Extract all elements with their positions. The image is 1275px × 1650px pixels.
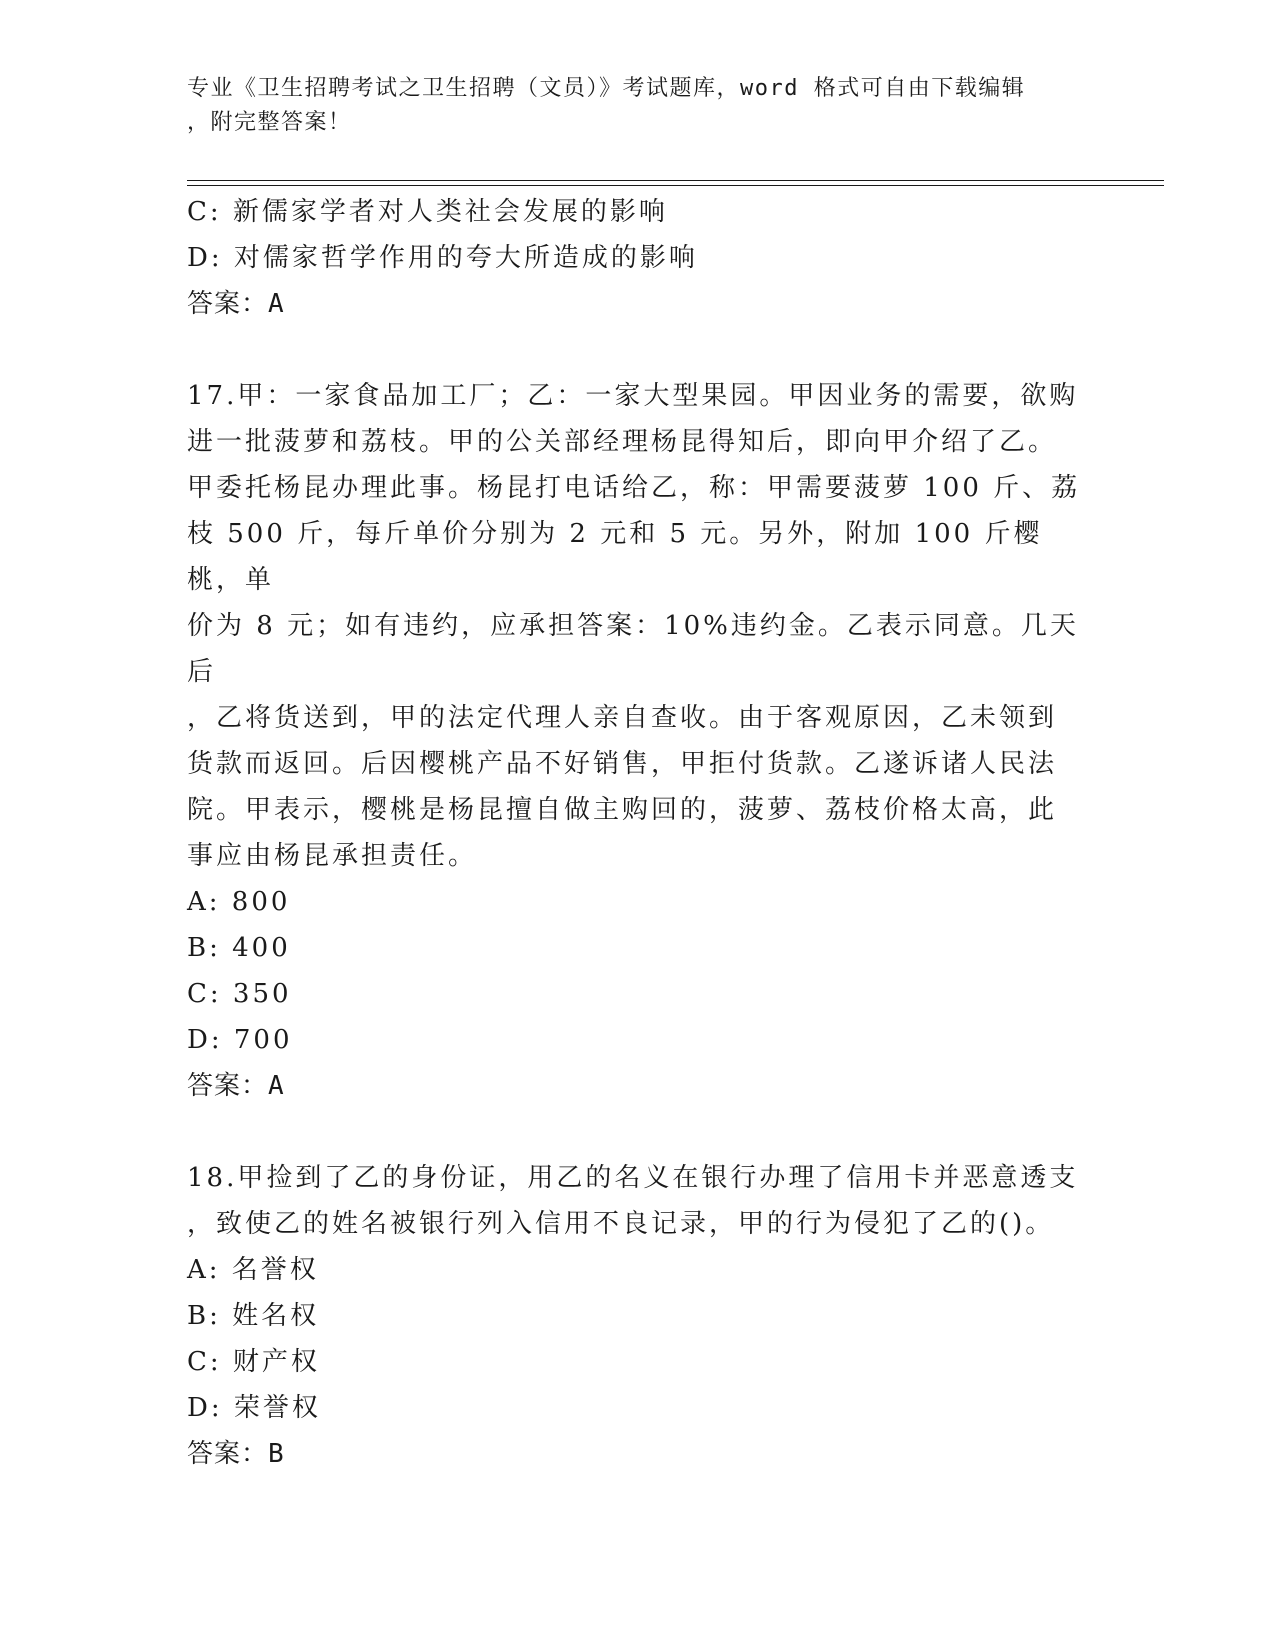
option-b: B: 姓名权	[187, 1301, 320, 1331]
answer-line	[187, 281, 1087, 327]
question-text-line: 17.甲：一家食品加工厂；乙：一家大型果园。甲因业务的需要，欲购	[187, 381, 1079, 411]
option-a: A: 800	[187, 887, 291, 917]
question-text-line: 院。甲表示，樱桃是杨昆擅自做主购回的，菠萝、荔枝价格太高，此	[187, 795, 1058, 825]
header-divider-top	[187, 180, 1164, 181]
header-line-2: ，附完整答案！	[187, 110, 352, 135]
answer-value: A	[268, 1071, 285, 1101]
question-text-line: ，乙将货送到，甲的法定代理人亲自查收。由于客观原因，乙未领到	[187, 703, 1058, 733]
header-line-1: 专业《卫生招聘考试之卫生招聘（文员）》考试题库，word 格式可自由下载编辑	[187, 76, 1026, 101]
question-text-line: 甲委托杨昆办理此事。杨昆打电话给乙，称：甲需要菠萝 100 斤、荔	[187, 473, 1081, 503]
spacer	[187, 327, 1087, 373]
question-17	[187, 373, 1087, 1109]
question-text-line: 货款而返回。后因樱桃产品不好销售，甲拒付货款。乙遂诉诸人民法	[187, 749, 1058, 779]
header-divider-bottom	[187, 185, 1164, 186]
question-16-tail	[187, 189, 1087, 327]
question-text-line: 价为 8 元；如有违约，应承担答案：10%违约金。乙表示同意。几天后	[187, 611, 1079, 687]
question-text-line: 事应由杨昆承担责任。	[187, 841, 478, 871]
answer-label: 答案：	[187, 1439, 269, 1469]
question-text-line: ，致使乙的姓名被银行列入信用不良记录，甲的行为侵犯了乙的()。	[187, 1209, 1055, 1239]
option-d: D: 对儒家哲学作用的夸大所造成的影响	[187, 243, 698, 273]
answer-label: 答案：	[187, 289, 269, 319]
answer-value: A	[268, 289, 285, 319]
answer-label: 答案：	[187, 1071, 269, 1101]
spacer	[187, 1109, 1087, 1155]
option-c: C: 财产权	[187, 1347, 320, 1377]
answer-line	[187, 1063, 1087, 1109]
option-b: B: 400	[187, 933, 291, 963]
question-text-line: 18.甲捡到了乙的身份证，用乙的名义在银行办理了信用卡并恶意透支	[187, 1163, 1079, 1193]
option-c: C: 350	[187, 979, 292, 1009]
option-d: D: 荣誉权	[187, 1393, 321, 1423]
answer-line	[187, 1431, 1087, 1477]
question-text-line: 枝 500 斤，每斤单价分别为 2 元和 5 元。另外，附加 100 斤樱桃，单	[187, 519, 1043, 595]
document-header	[187, 72, 1067, 140]
question-text-line: 进一批菠萝和荔枝。甲的公关部经理杨昆得知后，即向甲介绍了乙。	[187, 427, 1058, 457]
option-a: A: 名誉权	[187, 1255, 319, 1285]
answer-value: B	[268, 1439, 285, 1469]
option-c: C: 新儒家学者对人类社会发展的影响	[187, 197, 668, 227]
option-d: D: 700	[187, 1025, 293, 1055]
question-18	[187, 1155, 1087, 1477]
document-body	[187, 189, 1087, 1477]
